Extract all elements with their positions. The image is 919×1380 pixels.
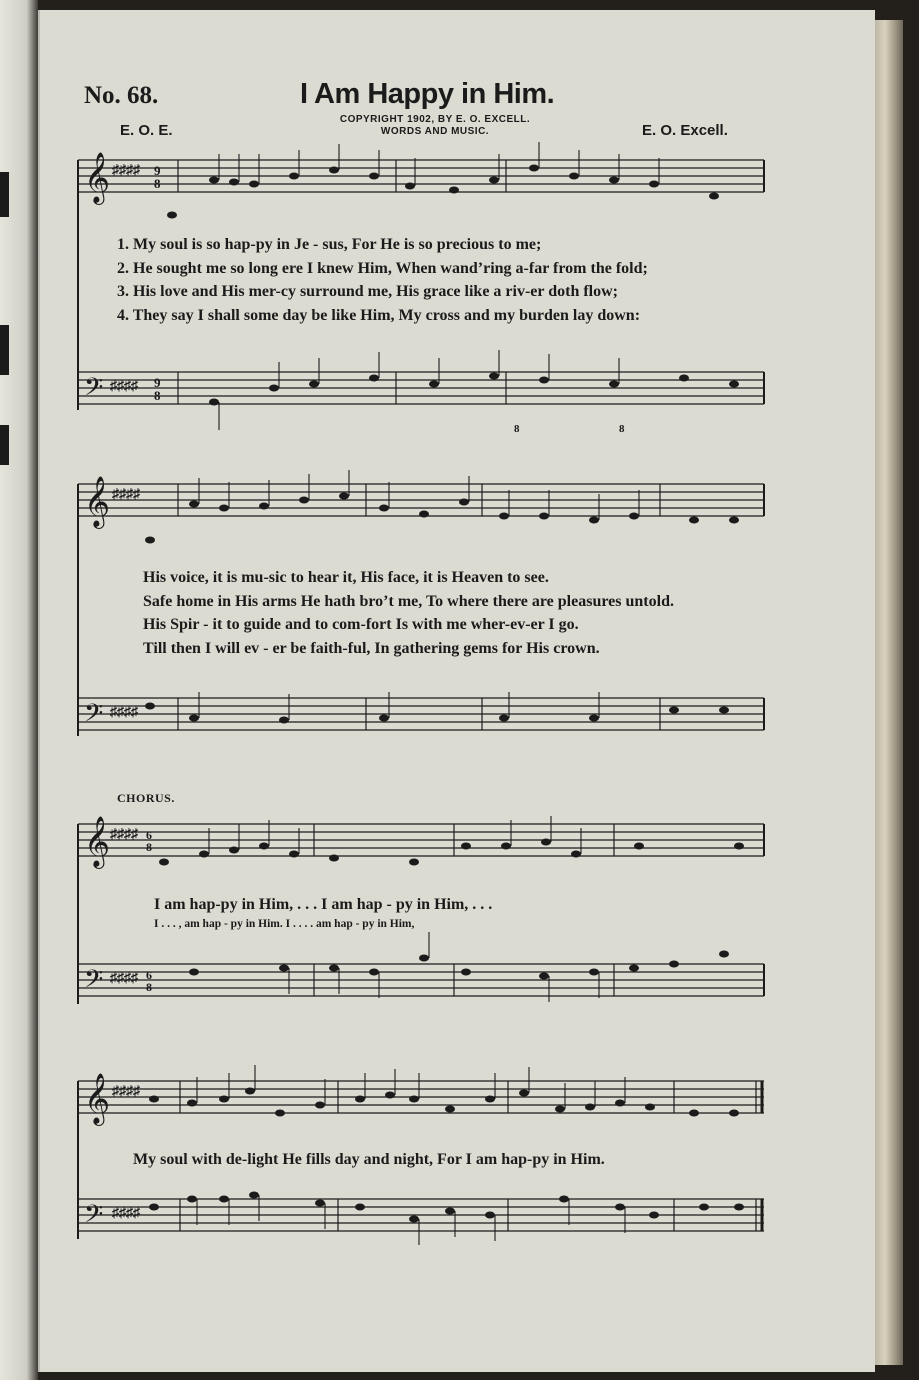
- svg-text:6: 6: [146, 828, 152, 842]
- verse-4-line-b: Till then I will ev - er be faith-ful, In gathering gems for His crown.: [143, 639, 600, 657]
- words-author: E. O. E.: [120, 122, 173, 139]
- svg-text:♯♯♯♯: ♯♯♯♯: [110, 827, 138, 842]
- svg-text:𝄢: 𝄢: [84, 699, 104, 734]
- svg-text:9: 9: [154, 163, 161, 178]
- verse-1-line-b: His voice, it is mu-sic to hear it, His face, it is Heaven to see.: [143, 569, 549, 586]
- svg-text:8: 8: [619, 423, 625, 435]
- svg-text:𝄞: 𝄞: [84, 152, 111, 203]
- verse-4-line-a: 4. They say I shall some day be like Him, My cross and my burden lay down:: [117, 306, 641, 324]
- verse-lyrics-line-set-1: [117, 233, 648, 327]
- chorus-echo-line: I . . . , am hap - py in Him. I . . . . am hap - py in Him,: [154, 918, 415, 930]
- svg-text:8: 8: [514, 423, 520, 435]
- svg-text:𝄞: 𝄞: [84, 1073, 111, 1124]
- svg-text:♯♯♯♯: ♯♯♯♯: [112, 1084, 140, 1099]
- svg-text:8: 8: [154, 176, 161, 191]
- svg-text:♯♯♯♯: ♯♯♯♯: [112, 163, 140, 178]
- index-tab: [0, 425, 9, 465]
- chorus-label: CHORUS.: [117, 791, 175, 805]
- verse-3-line-b: His Spir - it to guide and to com-fort Is with me wher-ev-er I go.: [143, 616, 579, 633]
- chorus-line-1: I am hap-py in Him, . . . I am hap - py in Him, . . .: [154, 896, 493, 913]
- index-tab: [0, 325, 9, 375]
- hymn-title: I Am Happy in Him.: [300, 78, 555, 110]
- verse-lyrics-line-set-2: [143, 566, 674, 660]
- verse-1-line-a: 1. My soul is so hap-py in Je - sus, For He is so precious to me;: [117, 236, 542, 253]
- svg-text:8: 8: [146, 840, 152, 854]
- svg-text:8: 8: [154, 388, 161, 403]
- svg-text:8: 8: [146, 980, 152, 994]
- svg-text:♯♯♯♯: ♯♯♯♯: [110, 379, 138, 394]
- music-composer: E. O. Excell.: [642, 122, 728, 139]
- svg-text:♯♯♯♯: ♯♯♯♯: [110, 971, 138, 986]
- svg-text:𝄞: 𝄞: [84, 816, 111, 867]
- svg-text:♯♯♯♯: ♯♯♯♯: [112, 1206, 140, 1221]
- svg-text:6: 6: [146, 968, 152, 982]
- svg-text:𝄢: 𝄢: [84, 965, 104, 1000]
- copyright-notice: COPYRIGHT 1902, BY E. O. EXCELL. WORDS AND MUSIC.: [339, 114, 531, 137]
- book-page-edges: [873, 20, 903, 1365]
- svg-text:𝄞: 𝄞: [84, 476, 111, 527]
- svg-text:♯♯♯♯: ♯♯♯♯: [112, 487, 140, 502]
- verse-3-line-a: 3. His love and His mer-cy surround me, His grace like a riv-er doth flow;: [117, 283, 618, 300]
- svg-text:9: 9: [154, 375, 161, 390]
- facing-page-edge: [0, 0, 38, 1380]
- hymn-number: No. 68.: [84, 82, 159, 109]
- svg-text:♯♯♯♯: ♯♯♯♯: [110, 705, 138, 720]
- verse-2-line-a: 2. He sought me so long ere I knew Him, When wand’ring a-far from the fold;: [117, 259, 648, 277]
- svg-text:𝄢: 𝄢: [84, 373, 104, 408]
- chorus-line-2: My soul with de-light He fills day and night, For I am hap-py in Him.: [133, 1151, 605, 1168]
- verse-2-line-b: Safe home in His arms He hath bro’t me, To where there are pleasures untold.: [143, 592, 674, 610]
- svg-text:𝄢: 𝄢: [84, 1200, 104, 1235]
- index-tab: [0, 172, 9, 217]
